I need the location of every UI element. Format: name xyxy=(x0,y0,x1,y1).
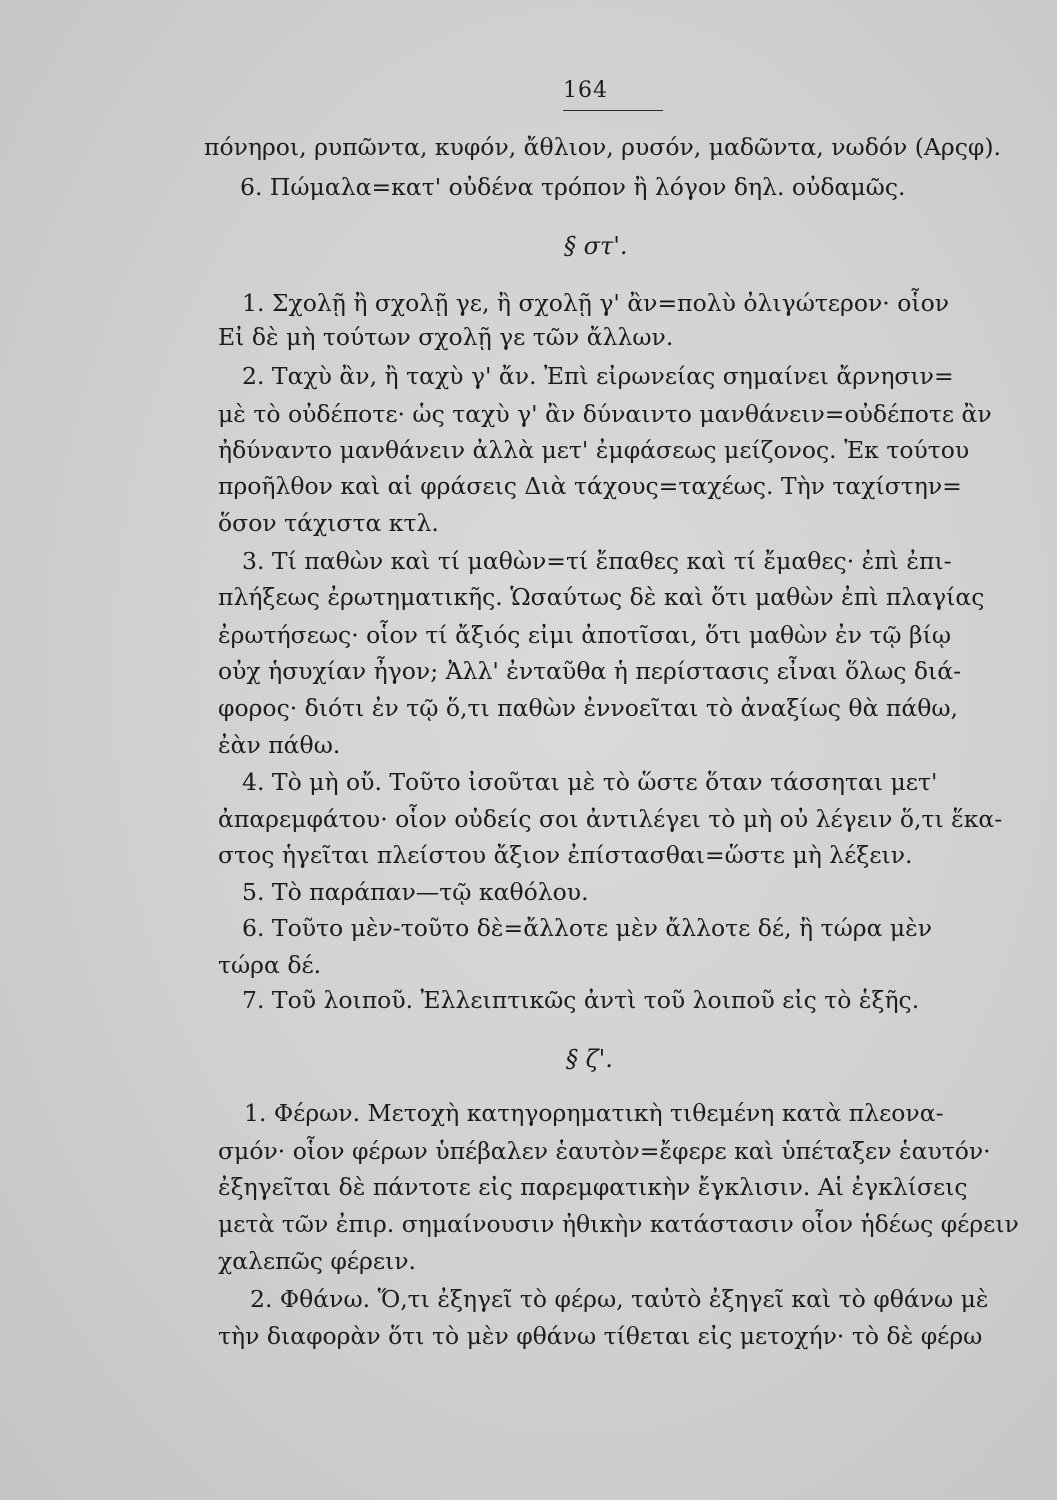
text-line: 2. Φθάνω. Ὅ,τι ἐξηγεῖ τὸ φέρω, ταὐτὸ ἐξηγεῖ καὶ τὸ φθάνω μὲ xyxy=(250,1285,989,1313)
text-line: ἀπαρεμφάτου· οἷον οὐδείς σοι ἀντιλέγει τὸ μὴ οὐ λέγειν ὅ,τι ἕκα- xyxy=(218,805,1003,833)
text-line: Εἰ δὲ μὴ τούτων σχολῇ γε τῶν ἄλλων. xyxy=(218,323,674,351)
text-line: 1. Σχολῇ ἢ σχολῇ γε, ἢ σχολῇ γ' ἂν=πολὺ ὀλιγώτερον· οἷον xyxy=(242,289,950,317)
text-line: φορος· διότι ἐν τῷ ὅ,τι παθὼν ἐννοεῖται τὸ ἀναξίως θὰ πάθω, xyxy=(218,694,958,722)
text-line: 4. Τὸ μὴ οὔ. Τοῦτο ἰσοῦται μὲ τὸ ὥστε ὅταν τάσσηται μετ' xyxy=(242,768,938,796)
text-line: 5. Τὸ παράπαν—τῷ καθόλου. xyxy=(242,878,589,906)
text-line: ἐρωτήσεως· οἷον τί ἄξιός εἰμι ἀποτῖσαι, ὅτι μαθὼν ἐν τῷ βίῳ xyxy=(218,621,951,649)
text-line: 3. Τί παθὼν καὶ τί μαθὼν=τί ἔπαθες καὶ τί ἔμαθες· ἐπὶ ἐπι- xyxy=(242,547,952,575)
text-line: ἐξηγεῖται δὲ πάντοτε εἰς παρεμφατικὴν ἔγκλισιν. Αἱ ἐγκλίσεις xyxy=(218,1173,968,1201)
text-line: τὴν διαφορὰν ὅτι τὸ μὲν φθάνω τίθεται εἰς μετοχήν· τὸ δὲ φέρω xyxy=(218,1322,983,1350)
text-line: 2. Ταχὺ ἂν, ἢ ταχὺ γ' ἄν. Ἐπὶ εἰρωνείας σημαίνει ἄρνησιν= xyxy=(242,362,954,390)
text-line: μὲ τὸ οὐδέποτε· ὡς ταχὺ γ' ἂν δύναιντο μανθάνειν=οὐδέποτε ἂν xyxy=(218,400,992,428)
text-line: 7. Τοῦ λοιποῦ. Ἐλλειπτικῶς ἀντὶ τοῦ λοιποῦ εἰς τὸ ἑξῆς. xyxy=(242,986,920,1014)
page-number: 164 xyxy=(563,78,608,103)
text-line: 1. Φέρων. Μετοχὴ κατηγορηματικὴ τιθεμένη κατὰ πλεονα- xyxy=(244,1099,944,1127)
page-number-rule xyxy=(563,110,663,111)
text-line: οὐχ ἡσυχίαν ἦγον; Ἀλλ' ἐνταῦθα ἡ περίστασις εἶναι ὅλως διά- xyxy=(218,657,962,685)
text-line: χαλεπῶς φέρειν. xyxy=(218,1247,417,1275)
text-line: ὅσον τάχιστα κτλ. xyxy=(218,509,439,537)
text-line: στος ἡγεῖται πλείστου ἄξιον ἐπίστασθαι=ὥστε μὴ λέξειν. xyxy=(218,841,913,869)
text-line: ἐὰν πάθω. xyxy=(218,731,341,759)
text-line: 6. Πώμαλα=κατ' οὐδένα τρόπον ἢ λόγον δηλ. οὐδαμῶς. xyxy=(240,173,906,201)
text-line: ἠδύναντο μανθάνειν ἀλλὰ μετ' ἐμφάσεως μείζονος. Ἐκ τούτου xyxy=(218,436,970,464)
text-line: πλήξεως ἐρωτηματικῆς. Ὡσαύτως δὲ καὶ ὅτι μαθὼν ἐπὶ πλαγίας xyxy=(218,583,985,611)
text-line: σμόν· οἷον φέρων ὑπέβαλεν ἑαυτὸν=ἔφερε καὶ ὑπέταξεν ἑαυτόν· xyxy=(218,1137,991,1165)
text-line: προῆλθον καὶ αἱ φράσεις Διὰ τάχους=ταχέως. Τὴν ταχίστην= xyxy=(218,472,962,500)
section-heading: § στ'. xyxy=(564,232,628,260)
text-line: τώρα δέ. xyxy=(218,951,322,979)
text-line: 6. Τοῦτο μὲν-τοῦτο δὲ=ἄλλοτε μὲν ἄλλοτε δέ, ἢ τώρα μὲν xyxy=(242,914,933,942)
text-line: μετὰ τῶν ἐπιρ. σημαίνουσιν ἠθικὴν κατάστασιν οἷον ἡδέως φέρειν xyxy=(218,1210,1019,1238)
text-line: πόνηροι, ρυπῶντα, κυφόν, ἄθλιον, ρυσόν, μαδῶντα, νωδόν (Αρςφ). xyxy=(204,133,1001,161)
section-heading: § ζ'. xyxy=(566,1045,613,1073)
